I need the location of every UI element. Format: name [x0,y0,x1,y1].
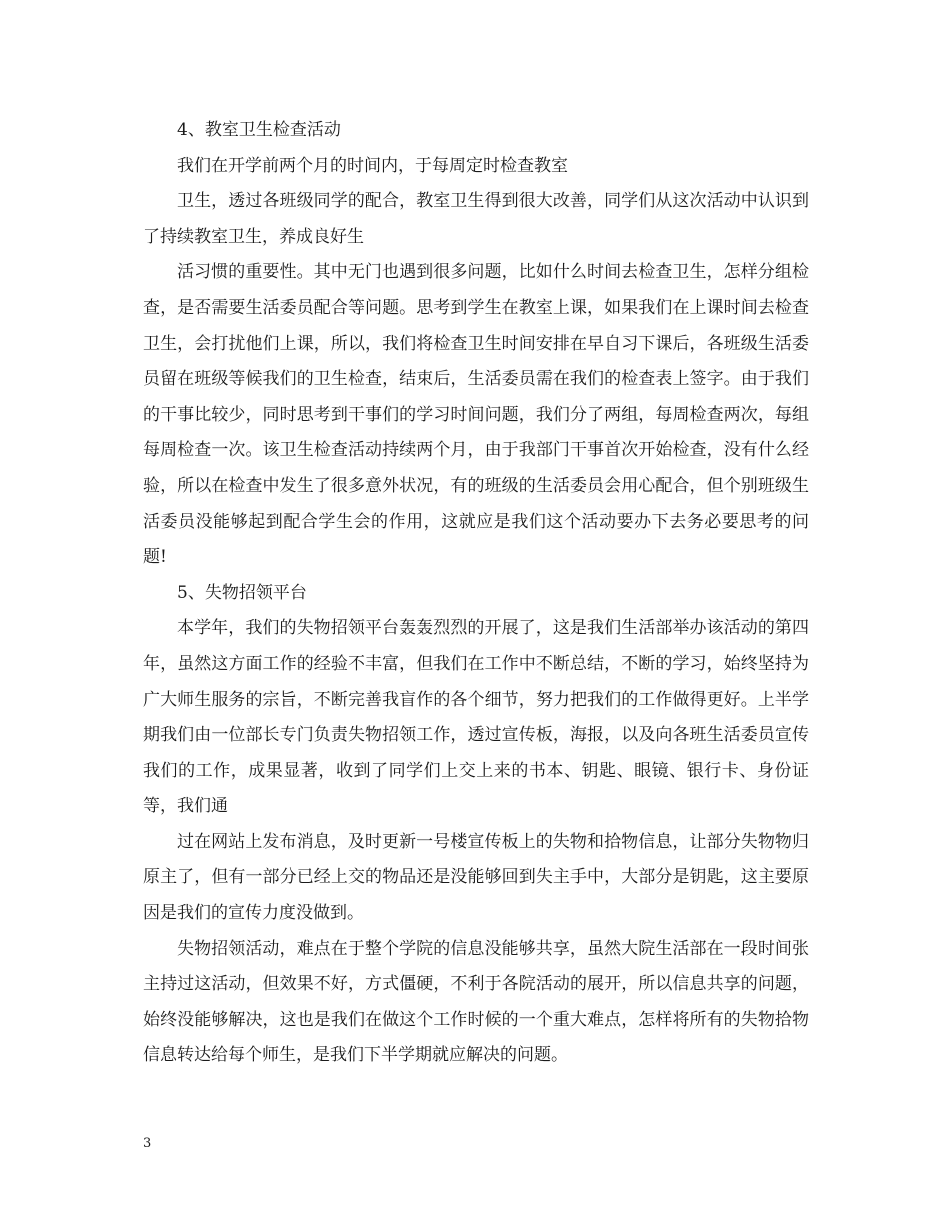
paragraph: 过在网站上发布消息，及时更新一号楼宣传板上的失物和拾物信息，让部分失物物归原主了，但有一部分已经上交的物品还是没能够回到失主手中，大部分是钥匙，这主要原因是我们的宣传力度没做到。 [143,831,809,924]
document-body [143,113,809,1074]
paragraph: 活习惯的重要性。其中无门也遇到很多问题，比如什么时间去检查卫生，怎样分组检查，是否需要生活委员配合等问题。思考到学生在教室上课，如果我们在上课时间去检查卫生，会打扰他们上课，所以，我们将检查卫生时间安排在早自习下课后，各班级生活委员留在班级等候我们的卫生检查，结束后，生活委员需在我们的检查表上签字。由于我们的干事比较少，同时思考到干事们的学习时间问题，我们分了两组，每周检查两次，每组每周检查一次。该卫生检查活动持续两个月，由于我部门干事首次开始检查，没有什么经验，所以在检查中发生了很多意外状况，有的班级的生活委员会用心配合，但个别班级生活委员没能够起到配合学生会的作用，这就应是我们这个活动要办下去务必要思考的问题! [143,262,809,568]
paragraph: 我们在开学前两个月的时间内，于每周定时检查教室 [177,155,568,176]
paragraph: 本学年，我们的失物招领平台轰轰烈烈的开展了，这是我们生活部举办该活动的第四年，虽然这方面工作的经验不丰富，但我们在工作中不断总结，不断的学习，始终坚持为广大师生服务的宗旨，不断完善我盲作的各个细节，努力把我们的工作做得更好。上半学期我们由一位部长专门负责失物招领工作，透过宣传板，海报，以及向各班生活委员宣传我们的工作，成果显著，收到了同学们上交上来的书本、钥匙、眼镜、银行卡、身份证等，我们通 [143,618,809,817]
section-heading-lost-and-found: 5、失物招领平台 [177,582,307,603]
paragraph: 卫生，透过各班级同学的配合，教室卫生得到很大改善，同学们从这次活动中认识到了持续教室卫生，养成良好生 [143,191,809,247]
page-number: 3 [143,1136,152,1151]
paragraph: 失物招领活动，难点在于整个学院的信息没能够共享，虽然大院生活部在一段时间张主持过这活动，但效果不好，方式僵硬，不利于各院活动的展开，所以信息共享的问题，始终没能够解决，这也是我们在做这个工作时候的一个重大难点，怎样将所有的失物拾物信息转达给每个师生，是我们下半学期就应解决的问题。 [143,938,809,1066]
section-heading-classroom-hygiene: 4、教室卫生检查活动 [177,120,341,140]
